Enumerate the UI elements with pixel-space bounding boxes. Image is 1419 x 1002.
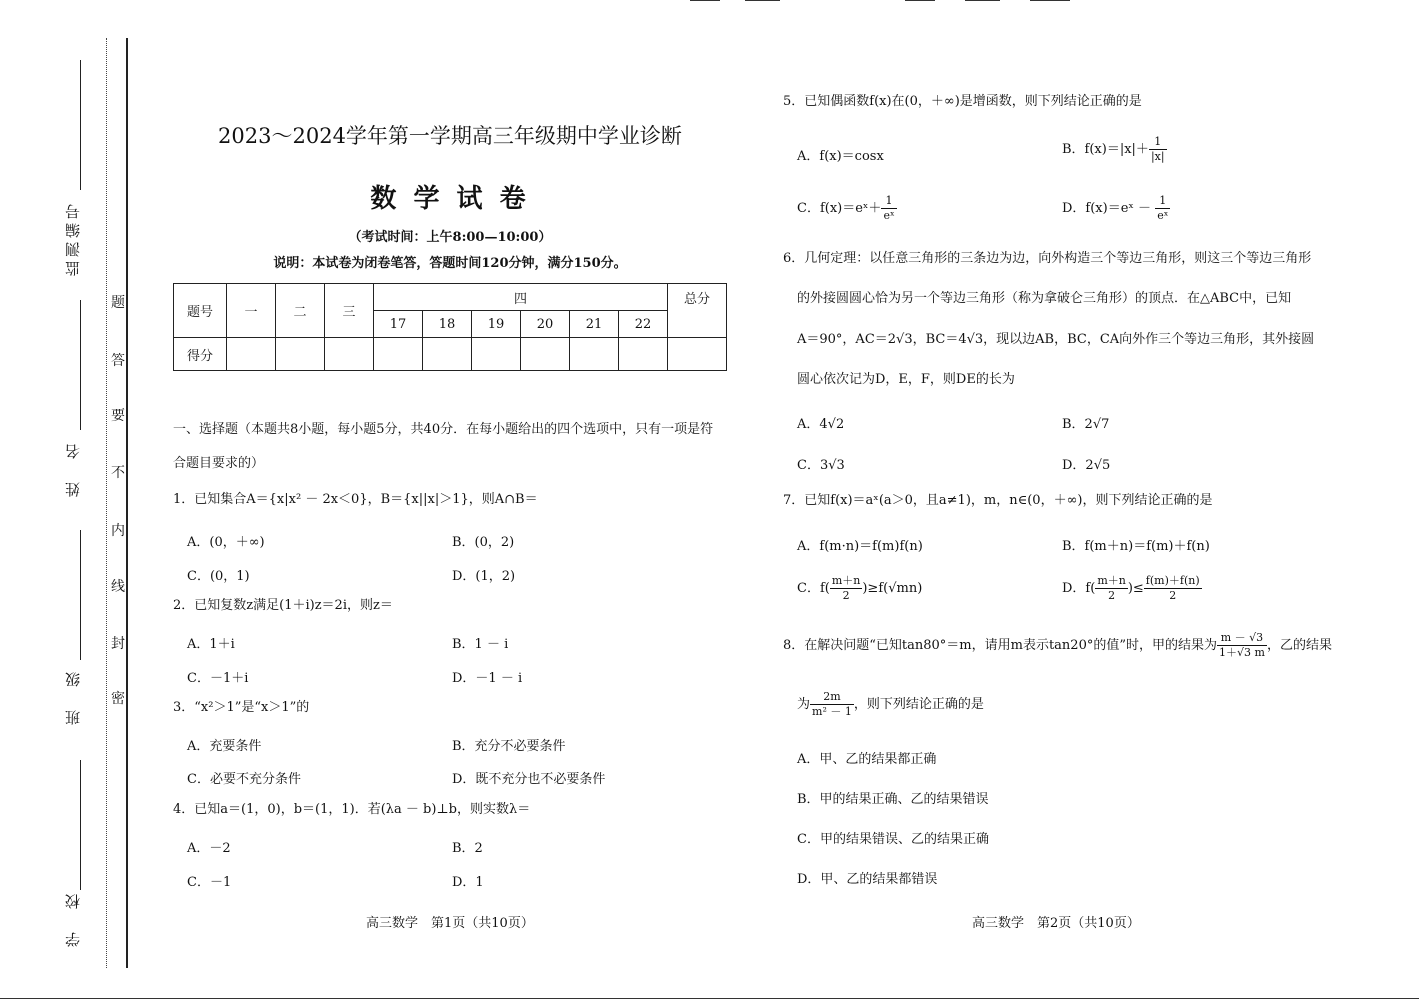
option: D．－1 － i <box>452 671 523 686</box>
score-cell <box>619 338 668 371</box>
option-text: C．f( <box>797 581 830 596</box>
option: A．－2 <box>187 841 231 856</box>
option: C．(0，1) <box>187 569 250 584</box>
scan-mark <box>690 0 720 1</box>
seal-char: 不 <box>111 465 125 481</box>
numerator: 2m <box>810 690 854 705</box>
score-cell <box>227 338 276 371</box>
seal-char: 封 <box>111 636 125 652</box>
numerator: m＋n <box>1097 574 1126 587</box>
table-header: 题号 <box>174 284 227 338</box>
question-2: 2．已知复数z满足(1＋i)z＝2i，则z＝ <box>173 598 393 613</box>
exam-time: （考试时间：上午8:00—10:00） <box>348 230 552 245</box>
denominator: m² － 1 <box>812 705 852 718</box>
option: D．既不充分也不必要条件 <box>452 772 606 787</box>
score-cell <box>423 338 472 371</box>
score-cell <box>472 338 521 371</box>
option: C．甲的结果错误、乙的结果正确 <box>797 832 989 847</box>
denominator: 1＋√3 m <box>1219 646 1265 659</box>
fraction <box>881 194 896 223</box>
question-5: 5．已知偶函数f(x)在(0，＋∞)是增函数，则下列结论正确的是 <box>783 94 1142 109</box>
question-1: 1．已知集合A＝{x|x² － 2x＜0}，B＝{x||x|＞1}，则A∩B＝ <box>173 492 538 507</box>
option: A．4√2 <box>797 417 845 432</box>
fill-line-name <box>80 300 81 430</box>
denominator: eˣ <box>1157 209 1169 222</box>
denominator: 2 <box>842 589 850 602</box>
scan-mark <box>905 0 935 1</box>
denominator: eˣ <box>883 209 895 222</box>
question-text: ，乙的结果 <box>1266 638 1332 653</box>
fraction <box>1155 194 1170 223</box>
numerator: 1 <box>881 194 896 209</box>
score-table <box>173 283 727 371</box>
option: B．2 <box>452 841 483 856</box>
option: D．2√5 <box>1062 458 1111 473</box>
question-6: 6．几何定理：以任意三角形的三条边为边，向外构造三个等边三角形，则这三个等边三角形 <box>783 251 1312 266</box>
option <box>1062 135 1167 164</box>
seal-char: 内 <box>111 523 125 539</box>
section-heading: 合题目要求的） <box>173 456 265 471</box>
seal-char: 密 <box>111 691 125 707</box>
fraction <box>810 690 854 719</box>
option: A．(0，＋∞) <box>187 535 265 550</box>
question-6: 圆心依次记为D，E，F，则DE的长为 <box>797 372 1015 387</box>
option: B．1 － i <box>452 637 509 652</box>
table-header: 总分 <box>668 284 727 338</box>
question-text: ，则下列结论正确的是 <box>853 697 984 712</box>
option: B．(0，2) <box>452 535 515 550</box>
table-header: 20 <box>521 311 570 338</box>
bottom-border <box>0 998 1419 999</box>
page-footer-left: 高三数学 第1页（共10页） <box>366 916 534 931</box>
score-cell <box>570 338 619 371</box>
option <box>797 194 897 223</box>
seal-char: 要 <box>111 408 125 424</box>
question-3: 3．“x²＞1”是“x＞1”的 <box>173 700 310 715</box>
score-cell <box>521 338 570 371</box>
fraction <box>1149 135 1167 164</box>
option: C．－1＋i <box>187 671 249 686</box>
question-text: 为 <box>797 697 811 712</box>
option: A．f(x)＝cosx <box>797 149 884 164</box>
table-header: 18 <box>423 311 472 338</box>
label-school: 学 校 <box>64 890 82 947</box>
option <box>797 574 922 603</box>
table-header: 一 <box>227 284 276 338</box>
label-id: 监测编号 <box>64 200 82 276</box>
seal-line-dotted <box>106 38 107 968</box>
fraction <box>1144 574 1202 603</box>
denominator: |x| <box>1150 150 1165 163</box>
numerator: 1 <box>1149 135 1167 150</box>
subject-title: 数 学 试 卷 <box>370 184 530 214</box>
table-header: 二 <box>276 284 325 338</box>
option: D．甲、乙的结果都错误 <box>797 872 938 887</box>
option: B．甲的结果正确、乙的结果错误 <box>797 792 989 807</box>
option: B．充分不必要条件 <box>452 739 566 754</box>
table-header: 17 <box>374 311 423 338</box>
option-text: )≤ <box>1127 581 1144 596</box>
score-cell <box>668 338 727 371</box>
question-6: A＝90°，AC＝2√3，BC＝4√3，现以边AB，BC，CA向外作三个等边三角形，其外接圆 <box>797 332 1315 347</box>
section-heading: 一、选择题（本题共8小题，每小题5分，共40分．在每小题给出的四个选项中，只有一项是符 <box>173 422 714 437</box>
numerator: m＋n <box>831 574 861 587</box>
option <box>1062 574 1202 603</box>
fill-line-id <box>80 60 81 190</box>
scan-mark <box>1030 0 1070 1</box>
option-text: D．f(x)＝eˣ － <box>1062 201 1156 216</box>
exam-note: 说明：本试卷为闭卷笔答，答题时间120分钟，满分150分。 <box>273 256 627 271</box>
fraction <box>1095 574 1128 603</box>
option-text: )≥f(√mn) <box>862 581 923 596</box>
numerator: m － √3 <box>1217 631 1267 646</box>
numerator: f(m)＋f(n) <box>1145 574 1200 587</box>
scan-mark <box>965 0 1000 1</box>
table-header: 得分 <box>174 338 227 371</box>
fraction <box>1217 631 1267 660</box>
option: A．甲、乙的结果都正确 <box>797 752 937 767</box>
scan-mark <box>745 0 780 1</box>
seal-char: 答 <box>111 353 125 369</box>
seal-line <box>126 38 128 968</box>
option-text: D．f( <box>1062 581 1096 596</box>
fraction <box>830 574 863 603</box>
option: C．必要不充分条件 <box>187 772 301 787</box>
fill-line-school <box>80 760 81 890</box>
seal-char: 题 <box>111 295 125 311</box>
option: A．1＋i <box>187 637 235 652</box>
table-header: 22 <box>619 311 668 338</box>
table-header: 三 <box>325 284 374 338</box>
question-7: 7．已知f(x)＝aˣ(a＞0，且a≠1)，m，n∈(0，＋∞)，则下列结论正确的是 <box>783 493 1213 508</box>
option: C．3√3 <box>797 458 845 473</box>
denominator: 2 <box>1169 589 1177 602</box>
table-header: 19 <box>472 311 521 338</box>
option <box>1062 194 1170 223</box>
numerator: 1 <box>1155 194 1170 209</box>
option: B．2√7 <box>1062 417 1110 432</box>
option: D．(1，2) <box>452 569 516 584</box>
question-6: 的外接圆圆心恰为另一个等边三角形（称为拿破仑三角形）的顶点．在△ABC中，已知 <box>797 291 1292 306</box>
option: C．－1 <box>187 875 232 890</box>
option: A．f(m·n)＝f(m)f(n) <box>797 539 923 554</box>
denominator: 2 <box>1108 589 1116 602</box>
question-8 <box>783 631 1332 660</box>
table-header: 四 <box>374 284 668 311</box>
option: A．充要条件 <box>187 739 262 754</box>
option: B．f(m＋n)＝f(m)＋f(n) <box>1062 539 1210 554</box>
question-8 <box>797 690 984 719</box>
question-text: 8．在解决问题“已知tan80°＝m，请用m表示tan20°的值”时，甲的结果为 <box>783 638 1217 653</box>
score-cell <box>325 338 374 371</box>
fill-line-class <box>80 530 81 660</box>
option-text: C．f(x)＝eˣ＋ <box>797 201 882 216</box>
page-footer-right: 高三数学 第2页（共10页） <box>972 916 1140 931</box>
option: D．1 <box>452 875 484 890</box>
table-header: 21 <box>570 311 619 338</box>
exam-title: 2023～2024学年第一学期高三年级期中学业诊断 <box>218 124 682 148</box>
label-name: 姓 名 <box>64 440 82 497</box>
score-cell <box>374 338 423 371</box>
label-class: 班 级 <box>64 668 82 725</box>
question-4: 4．已知a＝(1，0)，b＝(1，1)．若(λa － b)⊥b，则实数λ＝ <box>173 802 531 817</box>
score-cell <box>276 338 325 371</box>
option-text: B．f(x)＝|x|＋ <box>1062 142 1149 157</box>
seal-char: 线 <box>111 579 125 595</box>
